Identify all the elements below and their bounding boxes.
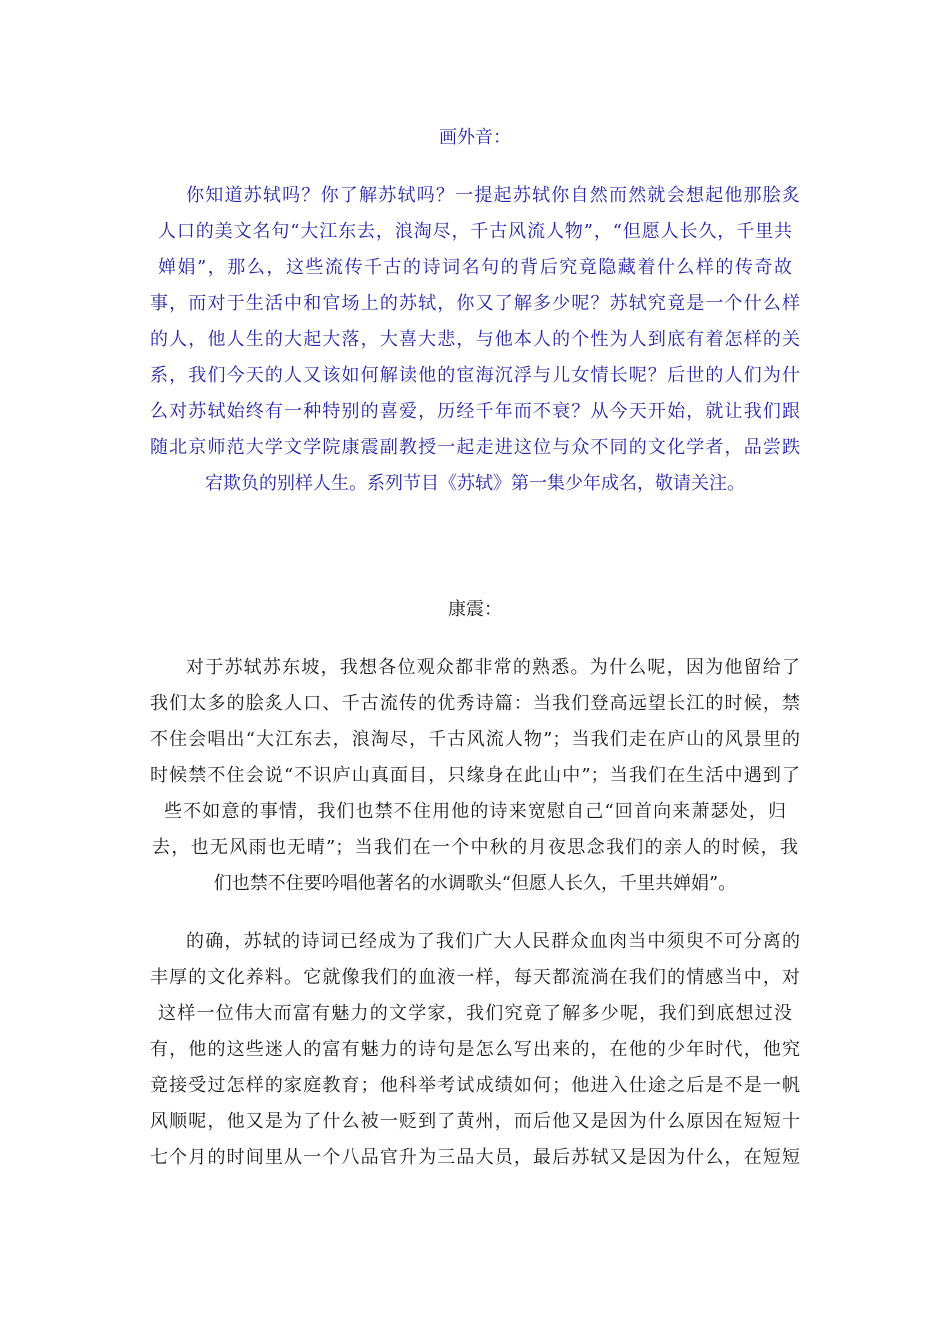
narrator-line-2: 人口的美文名句“大江东去，浪淘尽，千古风流人物”，“但愿人长久，千里共 bbox=[158, 221, 792, 242]
para1-line-1: 对于苏轼苏东坡，我想各位观众都非常的熟悉。为什么呢，因为他留给了 bbox=[186, 657, 800, 678]
para1-line-6: 去，也无风雨也无晴”；当我们在一个中秋的月夜思念我们的亲人的时候，我 bbox=[152, 837, 798, 858]
para1-line-4: 时候禁不住会说“不识庐山真面目，只缘身在此山中”；当我们在生活中遇到了 bbox=[150, 765, 800, 786]
para1-line-7: 们也禁不住要吟唱他著名的水调歌头“但愿人长久，千里共婵娟”。 bbox=[213, 873, 737, 894]
narrator-line-7: 么对苏轼始终有一种特别的喜爱，历经千年而不衰？从今天开始，就让我们跟 bbox=[150, 401, 800, 422]
narrator-line-6: 系，我们今天的人又该如何解读他的宦海沉浮与儿女情长呢？后世的人们为什 bbox=[150, 365, 800, 386]
narrator-speaker-label: 画外音： bbox=[439, 127, 511, 148]
para1-line-2: 我们太多的脍炙人口、千古流传的优秀诗篇：当我们登高远望长江的时候，禁 bbox=[150, 693, 800, 714]
para2-line-1: 的确，苏轼的诗词已经成为了我们广大人民群众血肉当中须臾不可分离的 bbox=[186, 931, 800, 952]
para2-line-3: 这样一位伟大而富有魅力的文学家，我们究竟了解多少呢，我们到底想过没 bbox=[158, 1003, 792, 1024]
para2-line-5: 竟接受过怎样的家庭教育；他科举考试成绩如何；他进入仕途之后是不是一帆 bbox=[150, 1075, 800, 1096]
para2-line-7: 七个月的时间里从一个八品官升为三品大员，最后苏轼又是因为什么，在短短 bbox=[150, 1147, 800, 1168]
para2-line-4: 有，他的这些迷人的富有魅力的诗句是怎么写出来的，在他的少年时代，他究 bbox=[150, 1039, 800, 1060]
narrator-line-1: 你知道苏轼吗？你了解苏轼吗？一提起苏轼你自然而然就会想起他那脍炙 bbox=[186, 185, 800, 206]
kangzhen-speaker-label: 康震： bbox=[448, 599, 502, 620]
narrator-line-3: 婵娟”，那么，这些流传千古的诗词名句的背后究竟隐藏着什么样的传奇故 bbox=[158, 257, 792, 278]
para1-line-3: 不住会唱出“大江东去，浪淘尽，千古风流人物”；当我们走在庐山的风景里的 bbox=[150, 729, 800, 750]
para2-line-6: 风顺呢，他又是为了什么被一贬到了黄州，而后他又是因为什么原因在短短十 bbox=[150, 1111, 800, 1132]
para2-line-2: 丰厚的文化养料。它就像我们的血液一样，每天都流淌在我们的情感当中，对 bbox=[150, 967, 800, 988]
narrator-line-9: 宕欺负的别样人生。系列节目《苏轼》第一集少年成名，敬请关注。 bbox=[205, 473, 745, 494]
narrator-line-5: 的人，他人生的大起大落，大喜大悲，与他本人的个性为人到底有着怎样的关 bbox=[150, 329, 800, 350]
narrator-line-4: 事，而对于生活中和官场上的苏轼，你又了解多少呢？苏轼究竟是一个什么样 bbox=[150, 293, 800, 314]
para1-line-5: 些不如意的事情，我们也禁不住用他的诗来宽慰自己“回首向来萧瑟处，归 bbox=[164, 801, 786, 822]
narrator-line-8: 随北京师范大学文学院康震副教授一起走进这位与众不同的文化学者，品尝跌 bbox=[150, 437, 800, 458]
